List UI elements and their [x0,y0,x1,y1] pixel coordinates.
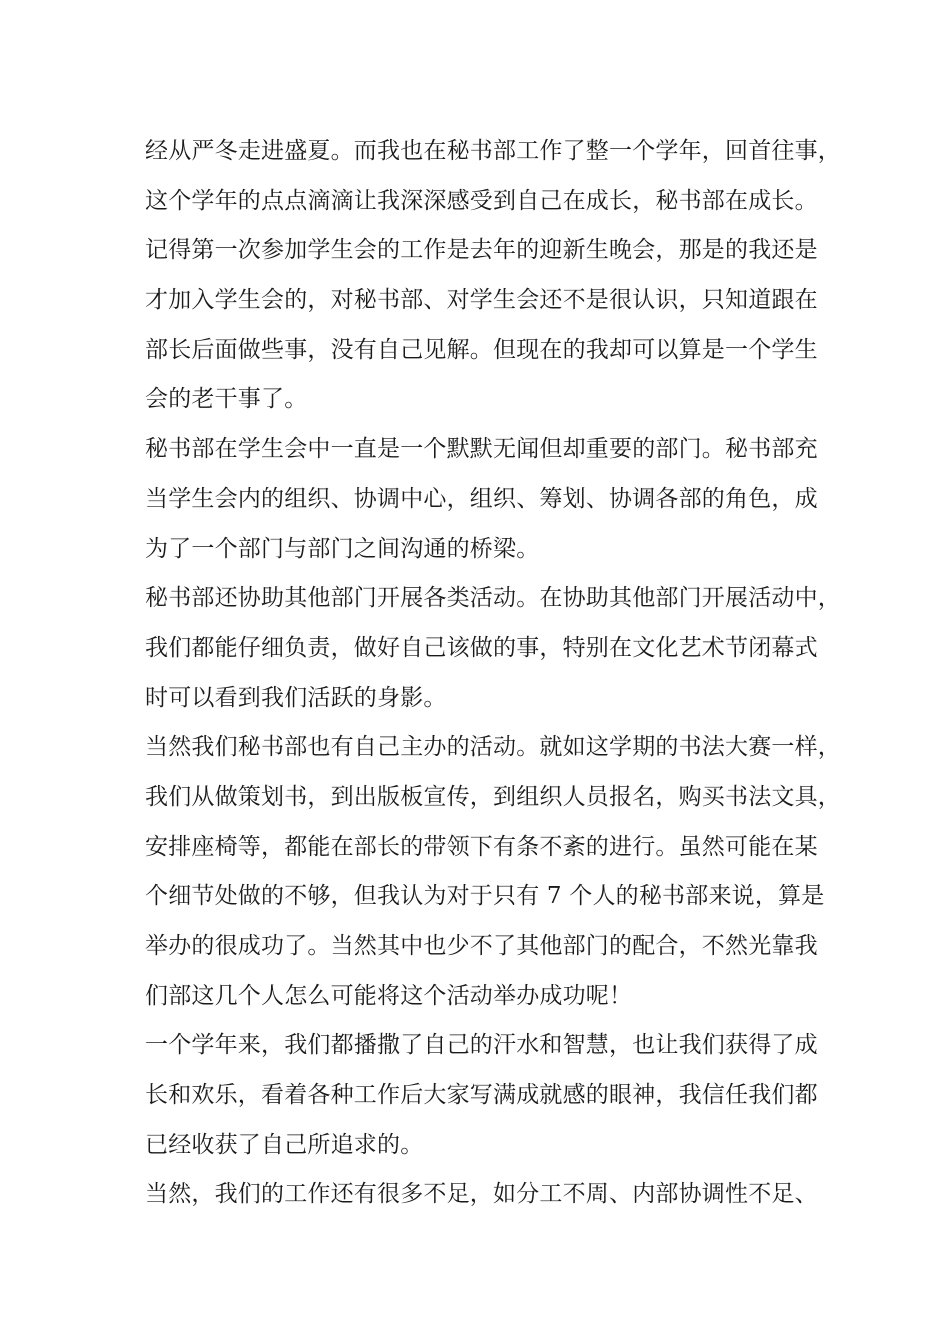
text-line: 当然我们秘书部也有自己主办的活动。就如这学期的书法大赛一样， [145,734,841,761]
text-line: 们部这几个人怎么可能将这个活动举办成功呢！ [145,982,633,1009]
text-line: 记得第一次参加学生会的工作是去年的迎新生晚会，那是的我还是 [145,237,818,264]
text-line: 经从严冬走进盛夏。而我也在秘书部工作了整一个学年，回首往事， [145,138,841,164]
text-line: 秘书部还协助其他部门开展各类活动。在协助其他部门开展活动中， [145,585,841,612]
text-line: 当学生会内的组织、协调中心，组织、筹划、协调各部的角色，成 [145,485,818,512]
text-line: 我们从做策划书，到出版板宣传，到组织人员报名，购买书法文具， [145,783,841,810]
text-line: 安排座椅等，都能在部长的带领下有条不紊的进行。虽然可能在某 [145,833,818,860]
text-line: 已经收获了自己所追求的。 [145,1131,424,1158]
text-line: 为了一个部门与部门之间沟通的桥梁。 [145,535,540,562]
text-line: 举办的很成功了。当然其中也少不了其他部门的配合，不然光靠我 [145,933,818,959]
text-line: 我们都能仔细负责，做好自己该做的事，特别在文化艺术节闭幕式 [145,634,818,661]
text-line: 当然，我们的工作还有很多不足，如分工不周、内部协调性不足、 [145,1181,818,1208]
text-line: 长和欢乐，看着各种工作后大家写满成就感的眼神，我信任我们都 [145,1082,818,1109]
text-line: 时可以看到我们活跃的身影。 [145,684,447,711]
text-line: 部长后面做些事，没有自己见解。但现在的我却可以算是一个学生 [145,336,818,363]
text-line: 一个学年来，我们都播撒了自己的汗水和智慧，也让我们获得了成 [145,1032,818,1059]
text-line: 这个学年的点点滴滴让我深深感受到自己在成长，秘书部在成长。 [145,187,818,214]
text-line: 会的老干事了。 [145,386,308,413]
text-line: 个细节处做的不够，但我认为对于只有 7 个人的秘书部来说，算是 [145,883,825,910]
text-line: 秘书部在学生会中一直是一个默默无闻但却重要的部门。秘书部充 [145,436,818,463]
text-line: 才加入学生会的，对秘书部、对学生会还不是很认识，只知道跟在 [145,287,818,314]
document-body [145,127,841,1220]
